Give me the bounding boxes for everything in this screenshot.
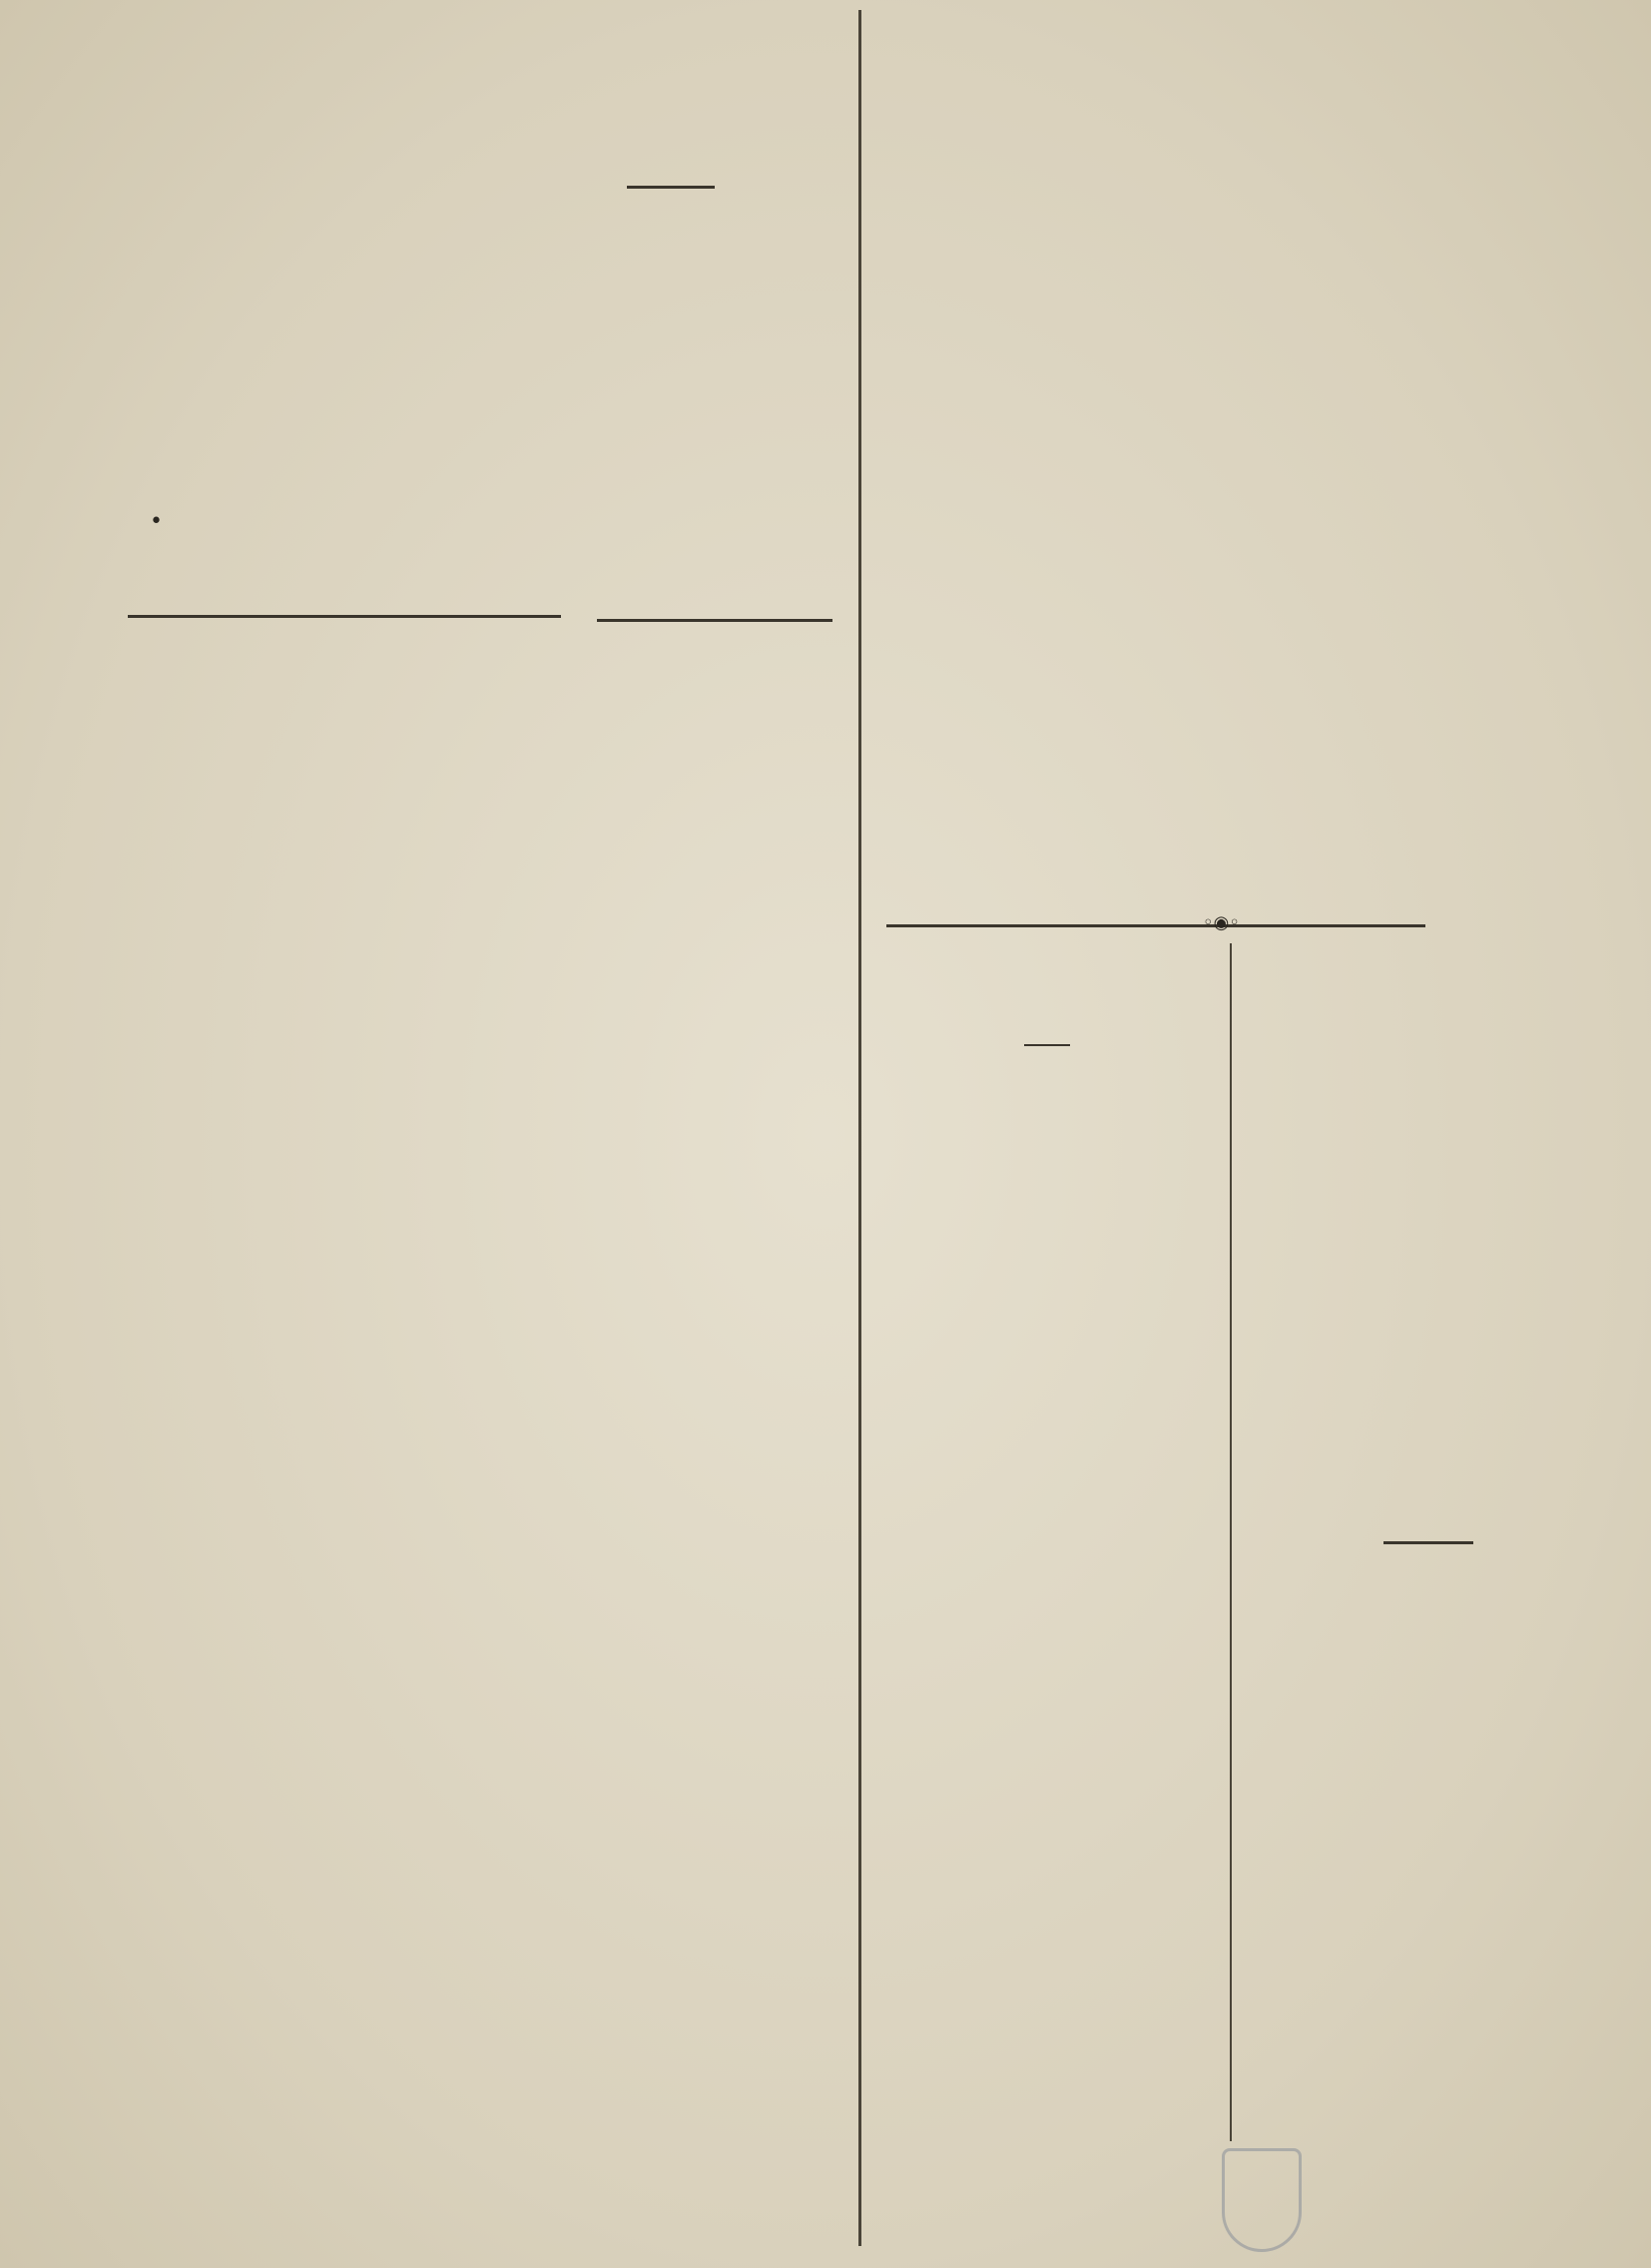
header-rule-names xyxy=(128,615,561,618)
column-rule-center xyxy=(858,10,861,2246)
column-rule-lower-right xyxy=(1230,943,1232,2141)
ornament-mark: ◦◉◦ xyxy=(1203,912,1240,933)
shield-icon xyxy=(1222,2148,1302,2252)
ornament-rule xyxy=(886,924,1425,927)
short-rule-1 xyxy=(627,186,715,189)
bullet-mark: • xyxy=(150,509,163,534)
short-rule-3 xyxy=(1383,1541,1473,1544)
huelva-watermark-logo xyxy=(1222,2148,1581,2258)
header-rule-vecindad xyxy=(597,619,832,622)
short-rule-2 xyxy=(1024,1044,1070,1046)
